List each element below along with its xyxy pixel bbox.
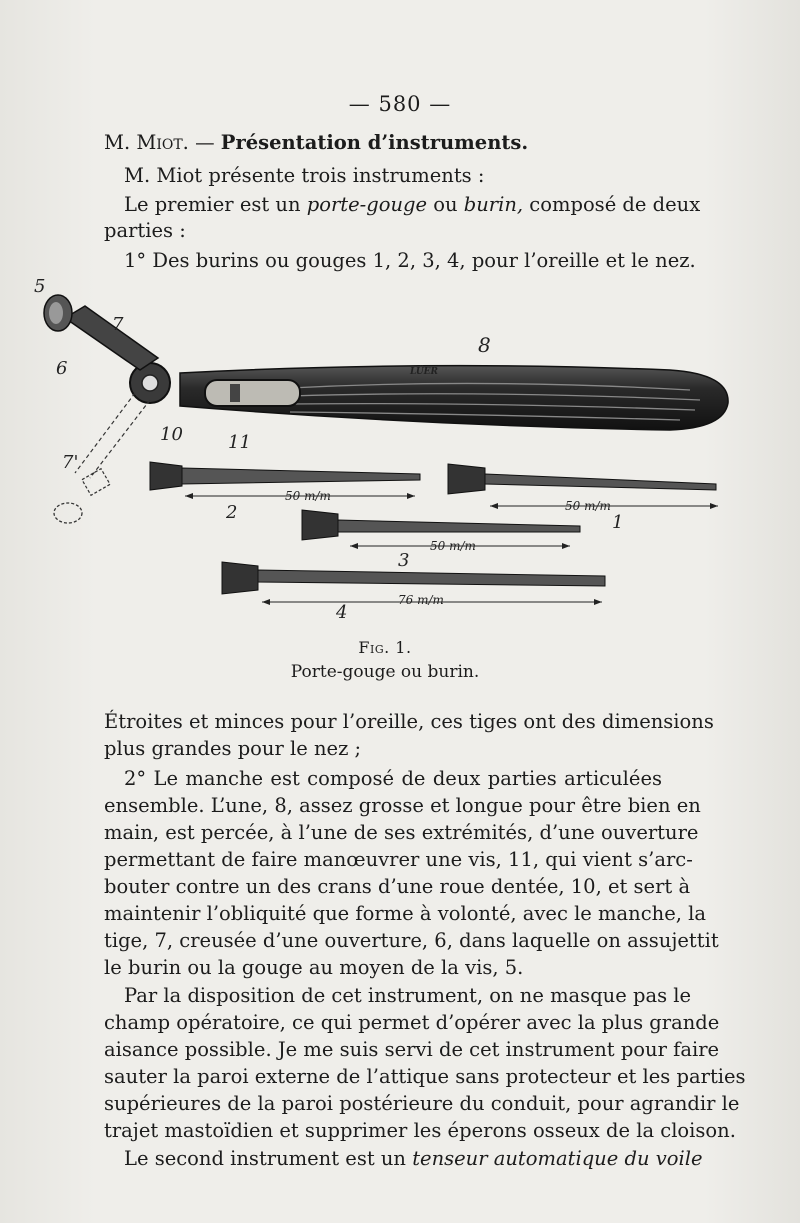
body-line-1: Étroites et minces pour l’oreille, ces tiges ont des dimensions [104, 710, 714, 733]
body-line-15: supérieures de la paroi postérieure du conduit, pour agrandir le [104, 1092, 740, 1115]
measure-4: 76 m/m [398, 593, 444, 607]
body-line-9: tige, 7, creusée d’une ouverture, 6, dans laquelle on assujettit [104, 929, 719, 952]
para1-line2: parties : [104, 219, 186, 242]
figure-caption-text: Porte-gouge ou burin. [290, 662, 480, 682]
last-line-italic: tenseur automatique du voile [412, 1147, 703, 1170]
body-line-6: permettant de faire manœuvrer une vis, 11, qui vient s’arc- [104, 848, 693, 871]
label-10: 10 [160, 424, 183, 445]
body-line-16: trajet mastoïdien et supprimer les éperons osseux de la cloison. [104, 1119, 736, 1142]
measure-2: 50 m/m [285, 489, 331, 503]
para1-text-c: ou [427, 193, 464, 216]
body-last-line [124, 1146, 703, 1172]
measure-1: 50 m/m [565, 499, 611, 513]
label-5: 5 [34, 278, 46, 297]
body-line-10: le burin ou la gouge au moyen de la vis, 5. [104, 956, 524, 979]
para1-text-e: composé de deux [523, 193, 701, 216]
body-line-3: 2° Le manche est composé de deux parties articulées [124, 767, 662, 790]
para1-line1 [124, 192, 701, 218]
brand-mark: LÜER [410, 367, 439, 377]
para1-text-a: Le premier est un [124, 193, 307, 216]
figure-caption-number: Fig. 1. [358, 638, 412, 657]
para1-term-porte-gouge: porte-gouge [306, 193, 428, 216]
heading-title: Présentation d’instruments. [220, 131, 529, 154]
heading-dash: — [188, 131, 221, 154]
heading-speaker: M. Miot. [104, 131, 189, 154]
handle-opening [205, 380, 300, 406]
page-number: — 580 — [348, 92, 452, 116]
label-4: 4 [336, 602, 348, 618]
label-6: 6 [56, 358, 68, 379]
body-line-13: aisance possible. Je me suis servi de cet instrument pour faire [104, 1038, 720, 1061]
para1-term-burin: burin, [463, 193, 524, 216]
item1-line: 1° Des burins ou gouges 1, 2, 3, 4, pour l’oreille et le nez. [124, 249, 696, 272]
figure-instrument-illustration [30, 278, 730, 618]
body-line-14: sauter la paroi externe de l’attique sans protecteur et les parties [104, 1065, 746, 1088]
body-line-5: main, est percée, à l’une de ses extrémités, d’une ouverture [104, 821, 699, 844]
intro-line: M. Miot présente trois instruments : [124, 164, 485, 187]
label-11: 11 [228, 432, 251, 453]
last-line-text: Le second instrument est un [124, 1147, 413, 1170]
label-2: 2 [226, 502, 238, 523]
body-line-12: champ opératoire, ce qui permet d’opérer avec la plus grande [104, 1011, 720, 1034]
label-7-prime: 7' [62, 452, 79, 473]
section-heading [104, 130, 662, 156]
label-7: 7 [112, 314, 124, 335]
measure-3: 50 m/m [430, 539, 476, 553]
body-line-8: maintenir l’obliquité que forme à volonté, avec le manche, la [104, 902, 706, 925]
label-1: 1 [612, 512, 624, 533]
body-line-11: Par la disposition de cet instrument, on ne masque pas le [124, 984, 692, 1007]
body-line-7: bouter contre un des crans d’une roue dentée, 10, et sert à [104, 875, 691, 898]
shank-7-alt [75, 393, 150, 478]
body-line-4: ensemble. L’une, 8, assez grosse et longue pour être bien en [104, 794, 701, 817]
label-8: 8 [478, 333, 491, 357]
body-line-2: plus grandes pour le nez ; [104, 737, 362, 760]
label-3: 3 [398, 550, 410, 571]
